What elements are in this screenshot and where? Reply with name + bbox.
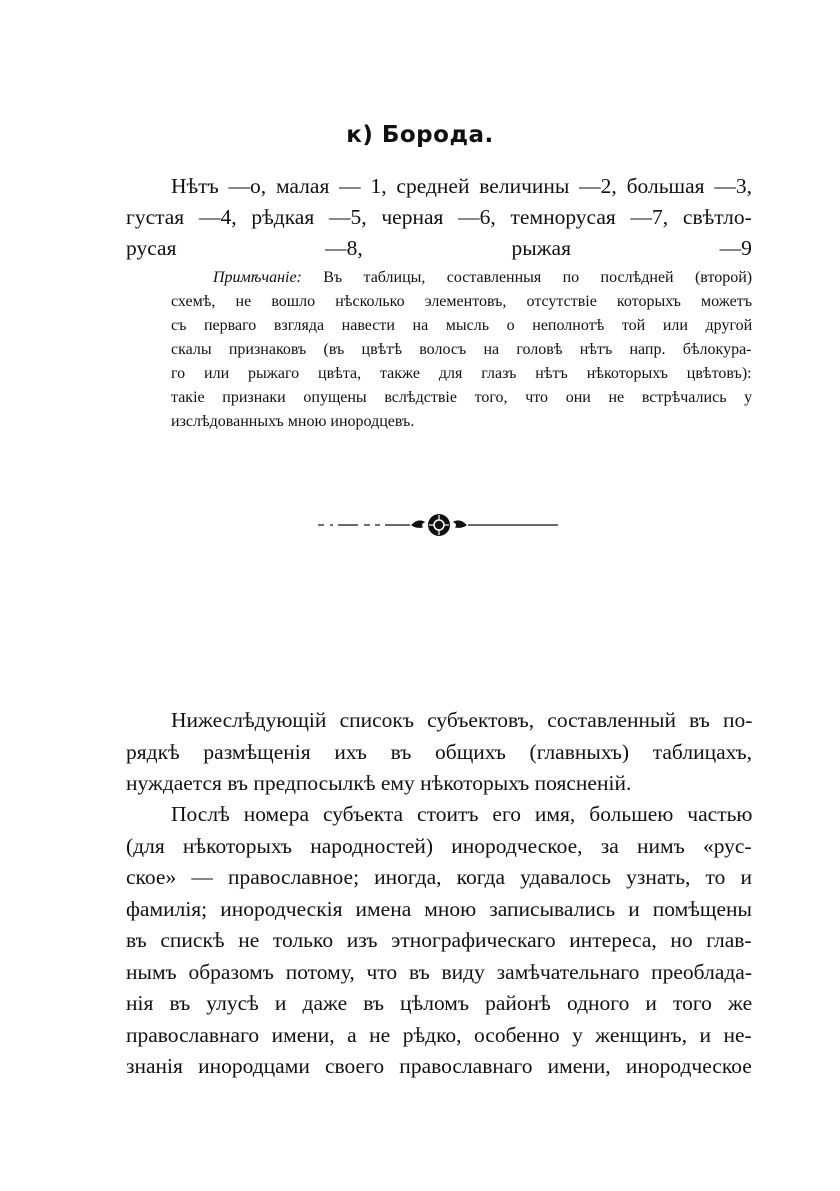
beard-scale-line: Нѣтъ —о, малая — 1, средней величины —2, большая —3, xyxy=(171,174,752,198)
paragraph-line: нуждается въ предпосылкѣ ему нѣкоторыхъ поясненій. xyxy=(126,771,632,795)
paragraph-line: нымъ образомъ потому, что въ виду замѣчательнаго преоблада- xyxy=(126,960,753,984)
paragraph-line: ское» — православное; иногда, когда удавалось узнать, то и xyxy=(126,865,753,889)
note-line: изслѣдованныхъ мною инородцевъ. xyxy=(171,413,415,430)
paragraph-line: въ спискѣ не только изъ этнографическаго интереса, но глав- xyxy=(126,928,752,952)
paragraph-line: рядкѣ размѣщенія ихъ въ общихъ (главныхъ) таблицахъ, xyxy=(126,740,753,764)
note-line: скалы признаковъ (въ цвѣтѣ волосъ на головѣ нѣтъ напр. бѣлокура- xyxy=(171,341,752,358)
paragraph-line: знанія инородцами своего православнаго имени, инородческое xyxy=(126,1054,752,1078)
paragraph-line: Послѣ номера субъекта стоитъ его имя, большею частью xyxy=(171,802,753,826)
paragraph-line: Нижеслѣдующій списокъ субъектовъ, составленный въ по- xyxy=(171,708,753,732)
paragraph-line: фамилія; инородческія имена мною записывались и помѣщены xyxy=(126,897,752,921)
paragraph-line: православнаго имени, а не рѣдко, особенно у женщинъ, и не- xyxy=(126,1023,752,1047)
note-label: Примѣчаніе: xyxy=(213,269,302,286)
beard-scale-line: густая —4, рѣдкая —5, черная —6, темнорусая —7, свѣтло- xyxy=(126,205,752,229)
beard-scale-line: русая —8, рыжая —9 xyxy=(126,236,752,260)
section-heading: к) Борода. xyxy=(346,122,494,148)
note-line: го или рыжаго цвѣта, также для глазъ нѣтъ нѣкоторыхъ цвѣтовъ): xyxy=(171,365,752,382)
note-first-line-text: Въ таблицы, составленныя по послѣдней (второй) xyxy=(323,269,753,286)
note-first-line xyxy=(213,269,752,287)
floral-rule-ornament-icon xyxy=(300,512,570,538)
note-line: схемѣ, не вошло нѣсколько элементовъ, отсутствіе которыхъ можетъ xyxy=(171,293,752,310)
paragraph-line: нія въ улусѣ и даже въ цѣломъ районѣ одного и того же xyxy=(126,991,753,1015)
paragraph-line: (для нѣкоторыхъ народностей) инородческое, за нимъ «рус- xyxy=(126,834,752,858)
note-line: съ перваго взгляда навести на мысль о неполнотѣ той или другой xyxy=(171,317,753,334)
note-line: такіе признаки опущены вслѣдствіе того, что они не встрѣчались у xyxy=(171,389,753,406)
